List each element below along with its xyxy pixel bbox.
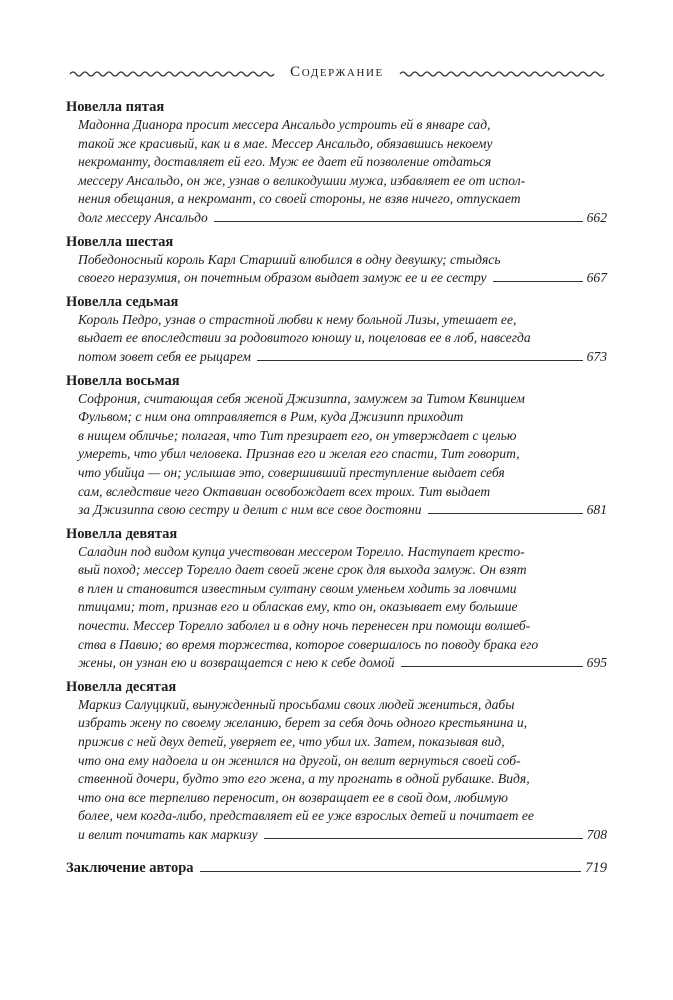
novella-title: Новелла девятая: [66, 525, 178, 542]
summary-line: [66, 348, 607, 367]
novella-title: Новелла десятая: [66, 678, 177, 695]
summary-text: что она все терпеливо переносит, он возвращает ее в свой дом, любимую: [78, 789, 508, 805]
leader-line: [200, 859, 582, 872]
summary-line: [66, 733, 607, 752]
summary-text: Маркиз Салуццкий, вынужденный просьбами своих людей жениться, дабы: [78, 696, 515, 712]
summary-text: выдает ее впоследствии за родовитого юношу и, поцеловав ее в лоб, навсегда: [78, 330, 531, 346]
summary-text: жены, он узнан ею и возвращается с нею к себе домой: [78, 655, 395, 671]
summary-text: сам, вследствие чего Октавиан освобождает всех троих. Тит выдает: [78, 483, 491, 499]
summary-text: более, чем когда-либо, представляет ей ее уже взрослых детей и почитает ее: [78, 808, 534, 824]
summary-text: Мадонна Дианора просит мессера Ансальдо устроить ей в январе сад,: [78, 117, 491, 132]
summary-line: [66, 390, 607, 409]
summary-line: [66, 172, 607, 191]
summary-line: [66, 269, 607, 288]
summary-line: [66, 501, 607, 520]
page-number: 695: [586, 655, 607, 671]
toc-entry: [66, 372, 607, 520]
summary-line: [66, 190, 607, 209]
leader-line: [257, 348, 583, 361]
summary-text: почести. Мессер Торелло заболел и в одну ночь перенесен при помощи волшеб-: [78, 618, 531, 634]
page-number: 667: [586, 270, 607, 286]
summary-line: [66, 209, 607, 228]
summary-line: [66, 752, 607, 771]
summary-text: что убийца — он; услышав это, совершивший преступление выдает себя: [78, 464, 505, 480]
summary-line: [66, 696, 607, 715]
summary-line: [66, 543, 607, 562]
page-number: 708: [586, 827, 607, 842]
summary-line: [66, 153, 607, 172]
summary-line: [66, 329, 607, 348]
summary-line: [66, 561, 607, 580]
summary-line: [66, 580, 607, 599]
page-number: 719: [585, 859, 607, 876]
novella-title: Новелла седьмая: [66, 293, 179, 310]
toc-entry: [66, 525, 607, 673]
summary-line: [66, 807, 607, 826]
summary-text: вый поход; мессер Торелло дает своей жене срок для выхода замуж. Он взят: [78, 562, 527, 578]
page-title: Содержание: [290, 64, 384, 80]
page-number: 662: [586, 209, 607, 225]
summary-text: мессеру Ансальдо, он же, узнав о великодушии мужа, избавляет ее от испол-: [78, 172, 526, 188]
novella-title: Новелла пятая: [66, 99, 165, 115]
summary-line: [66, 789, 607, 808]
novella-title: Новелла шестая: [66, 233, 174, 250]
summary-line: [66, 251, 607, 270]
summary-text: в плен и становится известным султану своим уменьем ходить за ловчими: [78, 580, 517, 596]
summary-text: Фульвом; с ним она отправляется в Рим, куда Джизипп приходит: [78, 409, 464, 425]
table-of-contents: [66, 98, 607, 877]
summary-text: своего неразумия, он почетным образом выдает замуж ее и ее сестру: [78, 270, 487, 286]
conclusion-title: Заключение автора: [66, 859, 194, 876]
summary-text: такой же красивый, как и в мае. Мессер Ансальдо, обязавшись некоему: [78, 135, 493, 151]
toc-entry: [66, 233, 607, 288]
summary-text: в нищем обличье; полагая, что Тит презирает его, он утверждает с целью: [78, 427, 517, 443]
summary-line: [66, 770, 607, 789]
summary-line: [66, 445, 607, 464]
summary-line: [66, 617, 607, 636]
leader-line: [493, 269, 583, 282]
leader-line: [214, 209, 583, 222]
summary-line: [66, 464, 607, 483]
page-number: 673: [586, 348, 607, 364]
summary-line: [66, 826, 607, 845]
leader-line: [264, 826, 583, 839]
summary-text: Софрония, считающая себя женой Джизиппа, замужем за Титом Квинцием: [78, 390, 525, 406]
summary-text: что она ему надоела и он женился на другой, он велит вернуться своей соб-: [78, 752, 521, 768]
leader-line: [401, 654, 583, 667]
header: [68, 62, 606, 86]
summary-text: Король Педро, узнав о страстной любви к нему больной Лизы, утешает ее,: [78, 311, 517, 327]
summary-text: ственной дочери, будто это его жена, а ту прогнать в одной рубашке. Видя,: [78, 771, 530, 787]
summary-line: [66, 116, 607, 135]
summary-line: [66, 311, 607, 330]
summary-text: Победоносный король Карл Старший влюбился в одну девушку; стыдясь: [78, 251, 501, 267]
summary-line: [66, 654, 607, 673]
summary-line: [66, 427, 607, 446]
page-number: 681: [586, 502, 607, 518]
toc-entry: [66, 98, 607, 228]
summary-text: ства в Павию; во время торжества, которое совершалось по поводу брака его: [78, 636, 539, 652]
summary-text: прижив с ней двух детей, уверяет ее, что убил их. Затем, показывая вид,: [78, 734, 505, 750]
toc-entry-conclusion: [66, 859, 607, 877]
toc-entry: [66, 678, 607, 845]
summary-line: [66, 135, 607, 154]
summary-line: [66, 408, 607, 427]
summary-line: [66, 598, 607, 617]
summary-text: умереть, что убил человека. Признав его и желая его спасти, Тит говорит,: [78, 446, 520, 462]
summary-text: за Джизиппа свою сестру и делит с ним все свое достояни: [78, 502, 422, 518]
summary-line: [66, 483, 607, 502]
summary-text: птицами; тот, признав его и обласкав ему, кто он, оказывает ему большие: [78, 599, 518, 615]
summary-line: [66, 636, 607, 655]
summary-text: и велит почитать как маркизу: [78, 827, 258, 842]
summary-text: долг мессеру Ансальдо: [78, 209, 208, 225]
novella-title: Новелла восьмая: [66, 372, 180, 389]
summary-text: Саладин под видом купца учествован мессером Торелло. Наступает кресто-: [78, 543, 525, 559]
summary-text: потом зовет себя ее рыцарем: [78, 348, 251, 364]
leader-line: [428, 501, 583, 514]
summary-line: [66, 714, 607, 733]
summary-text: нения обещания, а некромант, со своей стороны, не взяв ничего, отпускает: [78, 191, 521, 207]
summary-text: некроманту, доставляет ей его. Муж ее дает ей позволение отдаться: [78, 154, 492, 170]
summary-text: избрать жену по своему желанию, берет за себя дочь одного крестьянина и,: [78, 715, 528, 731]
toc-entry: [66, 293, 607, 367]
